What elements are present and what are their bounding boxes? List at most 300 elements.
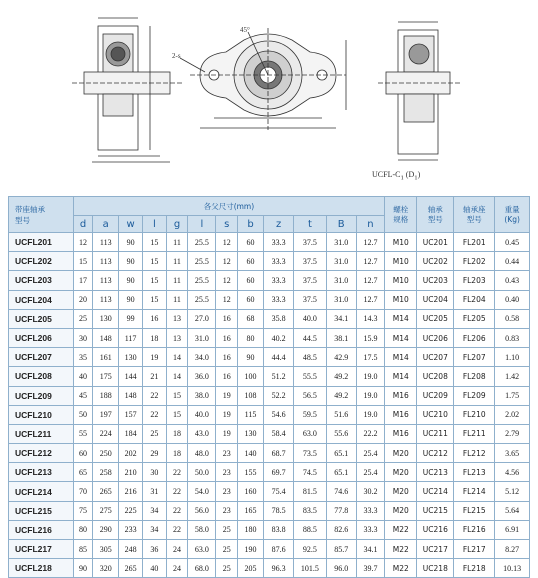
value-cell: 44.5 <box>294 328 326 347</box>
value-cell: 19 <box>216 405 238 424</box>
table-row <box>9 482 530 501</box>
value-cell: 188 <box>93 386 119 405</box>
value-cell: 1.10 <box>495 348 530 367</box>
value-cell: 96.3 <box>263 559 293 578</box>
value-cell: 20 <box>73 290 92 309</box>
header-dim-s: s <box>216 216 238 233</box>
model-cell: UCFL210 <box>9 405 74 424</box>
value-cell: FL215 <box>454 501 495 520</box>
value-cell: M14 <box>385 328 417 347</box>
value-cell: 60 <box>238 252 264 271</box>
value-cell: 16 <box>216 348 238 367</box>
value-cell: 40.0 <box>294 309 326 328</box>
value-cell: 22 <box>166 520 188 539</box>
header-dim-B: B <box>326 216 356 233</box>
value-cell: 31.0 <box>326 271 356 290</box>
value-cell: 17 <box>73 271 92 290</box>
header-dim-t: t <box>294 216 326 233</box>
table-row <box>9 424 530 443</box>
value-cell: 44.4 <box>263 348 293 367</box>
model-cell: UCFL203 <box>9 271 74 290</box>
value-cell: 50 <box>73 405 92 424</box>
value-cell: 16 <box>216 309 238 328</box>
value-cell: 51.6 <box>326 405 356 424</box>
value-cell: FL204 <box>454 290 495 309</box>
value-cell: 17.5 <box>356 348 384 367</box>
value-cell: 56.0 <box>188 501 216 520</box>
value-cell: 290 <box>93 520 119 539</box>
table-row <box>9 559 530 578</box>
table-row <box>9 444 530 463</box>
value-cell: 22.2 <box>356 424 384 443</box>
value-cell: 140 <box>238 444 264 463</box>
value-cell: 21 <box>142 367 166 386</box>
value-cell: 2.02 <box>495 405 530 424</box>
value-cell: 34.1 <box>356 540 384 559</box>
technical-drawings <box>0 0 538 190</box>
value-cell: FL209 <box>454 386 495 405</box>
value-cell: 16 <box>216 367 238 386</box>
value-cell: 83.8 <box>263 520 293 539</box>
value-cell: 6.91 <box>495 520 530 539</box>
header-dims-title: 各父尺寸(mm) <box>73 197 384 216</box>
value-cell: 31.0 <box>326 290 356 309</box>
value-cell: 15 <box>142 271 166 290</box>
value-cell: 12 <box>216 233 238 252</box>
table-row <box>9 367 530 386</box>
value-cell: 10.13 <box>495 559 530 578</box>
value-cell: 148 <box>93 328 119 347</box>
value-cell: 11 <box>166 271 188 290</box>
value-cell: 250 <box>93 444 119 463</box>
header-dim-d: d <box>73 216 92 233</box>
header-dim-n: n <box>356 216 384 233</box>
value-cell: 320 <box>93 559 119 578</box>
value-cell: 0.83 <box>495 328 530 347</box>
value-cell: 15 <box>142 290 166 309</box>
value-cell: UC208 <box>417 367 454 386</box>
value-cell: FL216 <box>454 520 495 539</box>
value-cell: 54.6 <box>263 405 293 424</box>
table-row <box>9 233 530 252</box>
header-dim-a: a <box>93 216 119 233</box>
value-cell: FL218 <box>454 559 495 578</box>
value-cell: 205 <box>238 559 264 578</box>
spec-table-body <box>9 233 530 578</box>
value-cell: 74.6 <box>326 482 356 501</box>
value-cell: 0.43 <box>495 271 530 290</box>
value-cell: 8.27 <box>495 540 530 559</box>
value-cell: 1.42 <box>495 367 530 386</box>
value-cell: M10 <box>385 290 417 309</box>
value-cell: 60 <box>238 233 264 252</box>
value-cell: 16 <box>142 309 166 328</box>
value-cell: 90 <box>119 271 143 290</box>
value-cell: FL208 <box>454 367 495 386</box>
value-cell: 113 <box>93 233 119 252</box>
value-cell: 25.4 <box>356 444 384 463</box>
value-cell: 22 <box>166 482 188 501</box>
value-cell: M20 <box>385 501 417 520</box>
value-cell: 34.0 <box>188 348 216 367</box>
value-cell: 0.45 <box>495 233 530 252</box>
value-cell: 40 <box>142 559 166 578</box>
value-cell: 184 <box>119 424 143 443</box>
value-cell: 113 <box>93 290 119 309</box>
value-cell: 83.5 <box>294 501 326 520</box>
value-cell: 85 <box>73 540 92 559</box>
value-cell: 58.0 <box>188 520 216 539</box>
value-cell: 75.4 <box>263 482 293 501</box>
value-cell: UC213 <box>417 463 454 482</box>
value-cell: UC209 <box>417 386 454 405</box>
value-cell: 78.5 <box>263 501 293 520</box>
value-cell: 99 <box>119 309 143 328</box>
value-cell: 144 <box>119 367 143 386</box>
value-cell: 155 <box>238 463 264 482</box>
value-cell: FL203 <box>454 271 495 290</box>
value-cell: 22 <box>142 405 166 424</box>
value-cell: M16 <box>385 424 417 443</box>
value-cell: 11 <box>166 233 188 252</box>
value-cell: 25 <box>216 520 238 539</box>
value-cell: 14.3 <box>356 309 384 328</box>
value-cell: 225 <box>119 501 143 520</box>
value-cell: 52.2 <box>263 386 293 405</box>
value-cell: 18 <box>166 444 188 463</box>
value-cell: 55 <box>73 424 92 443</box>
value-cell: 100 <box>238 367 264 386</box>
table-row <box>9 540 530 559</box>
value-cell: 96.0 <box>326 559 356 578</box>
value-cell: M14 <box>385 309 417 328</box>
value-cell: 69.7 <box>263 463 293 482</box>
value-cell: 55.6 <box>326 424 356 443</box>
value-cell: 160 <box>238 482 264 501</box>
value-cell: 130 <box>93 309 119 328</box>
model-cell: UCFL215 <box>9 501 74 520</box>
table-row <box>9 271 530 290</box>
model-cell: UCFL218 <box>9 559 74 578</box>
value-cell: 22 <box>166 501 188 520</box>
value-cell: 13 <box>166 309 188 328</box>
value-cell: 50.0 <box>188 463 216 482</box>
value-cell: 63.0 <box>188 540 216 559</box>
value-cell: 265 <box>119 559 143 578</box>
value-cell: 33.3 <box>356 501 384 520</box>
table-row <box>9 252 530 271</box>
value-cell: 39.7 <box>356 559 384 578</box>
value-cell: UC201 <box>417 233 454 252</box>
value-cell: 25.4 <box>356 463 384 482</box>
value-cell: FL202 <box>454 252 495 271</box>
value-cell: 92.5 <box>294 540 326 559</box>
figure-caption: UCFL-$C_1$ $(D_1)$ <box>372 170 421 182</box>
value-cell: 68.0 <box>188 559 216 578</box>
table-row <box>9 348 530 367</box>
value-cell: 23 <box>216 482 238 501</box>
value-cell: 258 <box>93 463 119 482</box>
header-dim-l2: l <box>188 216 216 233</box>
value-cell: FL205 <box>454 309 495 328</box>
value-cell: 25.5 <box>188 271 216 290</box>
value-cell: 12 <box>216 290 238 309</box>
value-cell: 33.3 <box>263 290 293 309</box>
value-cell: 12.7 <box>356 271 384 290</box>
value-cell: 70 <box>73 482 92 501</box>
value-cell: UC207 <box>417 348 454 367</box>
value-cell: 23 <box>216 463 238 482</box>
value-cell: 73.5 <box>294 444 326 463</box>
value-cell: 22 <box>142 386 166 405</box>
value-cell: 31.0 <box>326 252 356 271</box>
value-cell: 18 <box>166 424 188 443</box>
header-weight: 重量 (Kg) <box>495 197 530 233</box>
value-cell: 59.5 <box>294 405 326 424</box>
angle-label: 45° <box>240 26 250 34</box>
value-cell: 75 <box>73 501 92 520</box>
value-cell: 19.0 <box>356 405 384 424</box>
model-cell: UCFL212 <box>9 444 74 463</box>
value-cell: 35 <box>73 348 92 367</box>
value-cell: 90 <box>73 559 92 578</box>
table-row <box>9 386 530 405</box>
value-cell: FL213 <box>454 463 495 482</box>
value-cell: 82.6 <box>326 520 356 539</box>
value-cell: 0.44 <box>495 252 530 271</box>
value-cell: 113 <box>93 271 119 290</box>
value-cell: 33.3 <box>263 233 293 252</box>
value-cell: 80 <box>238 328 264 347</box>
value-cell: 117 <box>119 328 143 347</box>
value-cell: 216 <box>119 482 143 501</box>
table-row <box>9 501 530 520</box>
value-cell: 157 <box>119 405 143 424</box>
front-view-flange <box>180 28 346 130</box>
value-cell: M10 <box>385 233 417 252</box>
value-cell: FL214 <box>454 482 495 501</box>
value-cell: 19 <box>142 348 166 367</box>
value-cell: 88.5 <box>294 520 326 539</box>
value-cell: UC211 <box>417 424 454 443</box>
value-cell: 35.8 <box>263 309 293 328</box>
value-cell: 130 <box>238 424 264 443</box>
value-cell: 19 <box>216 386 238 405</box>
value-cell: 0.40 <box>495 290 530 309</box>
value-cell: 65 <box>73 463 92 482</box>
value-cell: FL201 <box>454 233 495 252</box>
value-cell: 45 <box>73 386 92 405</box>
value-cell: 90 <box>238 348 264 367</box>
value-cell: 56.5 <box>294 386 326 405</box>
value-cell: 33.3 <box>263 271 293 290</box>
value-cell: M10 <box>385 271 417 290</box>
value-cell: 63.0 <box>294 424 326 443</box>
value-cell: 85.7 <box>326 540 356 559</box>
value-cell: FL207 <box>454 348 495 367</box>
value-cell: 34 <box>142 520 166 539</box>
value-cell: 68.7 <box>263 444 293 463</box>
value-cell: 60 <box>73 444 92 463</box>
value-cell: 12 <box>73 233 92 252</box>
value-cell: 190 <box>238 540 264 559</box>
value-cell: 34 <box>142 501 166 520</box>
value-cell: FL206 <box>454 328 495 347</box>
table-row <box>9 309 530 328</box>
value-cell: M10 <box>385 252 417 271</box>
value-cell: M14 <box>385 367 417 386</box>
header-housing: 轴承座 型号 <box>454 197 495 233</box>
value-cell: 90 <box>119 290 143 309</box>
value-cell: M14 <box>385 348 417 367</box>
value-cell: 90 <box>119 252 143 271</box>
header-dim-l: l <box>142 216 166 233</box>
value-cell: 15 <box>142 233 166 252</box>
header-bearing: 轴承 型号 <box>417 197 454 233</box>
model-cell: UCFL202 <box>9 252 74 271</box>
value-cell: 31.0 <box>188 328 216 347</box>
value-cell: 22 <box>166 463 188 482</box>
value-cell: 233 <box>119 520 143 539</box>
value-cell: 36 <box>142 540 166 559</box>
value-cell: 19.0 <box>356 367 384 386</box>
spec-table <box>8 196 530 578</box>
value-cell: 2.79 <box>495 424 530 443</box>
value-cell: 15 <box>142 252 166 271</box>
model-cell: UCFL217 <box>9 540 74 559</box>
model-cell: UCFL216 <box>9 520 74 539</box>
value-cell: 130 <box>119 348 143 367</box>
side-view-right <box>378 22 460 160</box>
value-cell: M16 <box>385 405 417 424</box>
value-cell: 15 <box>166 386 188 405</box>
value-cell: 0.58 <box>495 309 530 328</box>
value-cell: 161 <box>93 348 119 367</box>
value-cell: UC204 <box>417 290 454 309</box>
value-cell: 15 <box>166 405 188 424</box>
value-cell: UC203 <box>417 271 454 290</box>
value-cell: 12 <box>216 252 238 271</box>
value-cell: M22 <box>385 559 417 578</box>
model-cell: UCFL206 <box>9 328 74 347</box>
value-cell: 15 <box>73 252 92 271</box>
value-cell: 34.1 <box>326 309 356 328</box>
value-cell: FL211 <box>454 424 495 443</box>
value-cell: 115 <box>238 405 264 424</box>
value-cell: 275 <box>93 501 119 520</box>
value-cell: 37.5 <box>294 252 326 271</box>
value-cell: 68 <box>238 309 264 328</box>
value-cell: 90 <box>119 233 143 252</box>
header-dim-g: g <box>166 216 188 233</box>
value-cell: 13 <box>166 328 188 347</box>
side-view-left <box>72 18 182 162</box>
value-cell: 12 <box>216 271 238 290</box>
value-cell: FL212 <box>454 444 495 463</box>
value-cell: UC214 <box>417 482 454 501</box>
value-cell: 12.7 <box>356 252 384 271</box>
value-cell: 4.56 <box>495 463 530 482</box>
value-cell: 265 <box>93 482 119 501</box>
value-cell: 58.4 <box>263 424 293 443</box>
value-cell: 40.0 <box>188 405 216 424</box>
value-cell: 224 <box>93 424 119 443</box>
value-cell: UC210 <box>417 405 454 424</box>
model-cell: UCFL213 <box>9 463 74 482</box>
value-cell: 180 <box>238 520 264 539</box>
value-cell: UC212 <box>417 444 454 463</box>
value-cell: 18 <box>142 328 166 347</box>
header-dim-b: b <box>238 216 264 233</box>
value-cell: UC216 <box>417 520 454 539</box>
model-cell: UCFL208 <box>9 367 74 386</box>
value-cell: 12.7 <box>356 290 384 309</box>
model-cell: UCFL201 <box>9 233 74 252</box>
value-cell: M22 <box>385 540 417 559</box>
value-cell: M20 <box>385 444 417 463</box>
value-cell: 15.9 <box>356 328 384 347</box>
value-cell: 40.2 <box>263 328 293 347</box>
value-cell: 54.0 <box>188 482 216 501</box>
value-cell: 25.5 <box>188 290 216 309</box>
model-cell: UCFL205 <box>9 309 74 328</box>
value-cell: 101.5 <box>294 559 326 578</box>
value-cell: 12.7 <box>356 233 384 252</box>
value-cell: 36.0 <box>188 367 216 386</box>
value-cell: 81.5 <box>294 482 326 501</box>
value-cell: 11 <box>166 290 188 309</box>
value-cell: 25 <box>142 424 166 443</box>
value-cell: 49.2 <box>326 367 356 386</box>
value-cell: 3.65 <box>495 444 530 463</box>
value-cell: 23 <box>216 444 238 463</box>
value-cell: UC217 <box>417 540 454 559</box>
value-cell: 31.0 <box>326 233 356 252</box>
header-bolt: 螺栓 规格 <box>385 197 417 233</box>
value-cell: 80 <box>73 520 92 539</box>
value-cell: 23 <box>216 501 238 520</box>
value-cell: 25 <box>216 559 238 578</box>
value-cell: 49.2 <box>326 386 356 405</box>
value-cell: 210 <box>119 463 143 482</box>
value-cell: 148 <box>119 386 143 405</box>
value-cell: 113 <box>93 252 119 271</box>
value-cell: 37.5 <box>294 290 326 309</box>
hole-label: 2-s <box>172 52 181 60</box>
value-cell: 38.1 <box>326 328 356 347</box>
value-cell: 30.2 <box>356 482 384 501</box>
value-cell: FL210 <box>454 405 495 424</box>
value-cell: 202 <box>119 444 143 463</box>
model-cell: UCFL204 <box>9 290 74 309</box>
value-cell: 40 <box>73 367 92 386</box>
value-cell: 25 <box>73 309 92 328</box>
value-cell: 25.5 <box>188 233 216 252</box>
value-cell: 25 <box>216 540 238 559</box>
value-cell: 37.5 <box>294 271 326 290</box>
value-cell: UC206 <box>417 328 454 347</box>
value-cell: 65.1 <box>326 444 356 463</box>
value-cell: 33.3 <box>263 252 293 271</box>
value-cell: 48.0 <box>188 444 216 463</box>
value-cell: 37.5 <box>294 233 326 252</box>
model-cell: UCFL214 <box>9 482 74 501</box>
value-cell: 87.6 <box>263 540 293 559</box>
value-cell: 165 <box>238 501 264 520</box>
value-cell: 30 <box>73 328 92 347</box>
value-cell: 1.75 <box>495 386 530 405</box>
value-cell: 19 <box>216 424 238 443</box>
